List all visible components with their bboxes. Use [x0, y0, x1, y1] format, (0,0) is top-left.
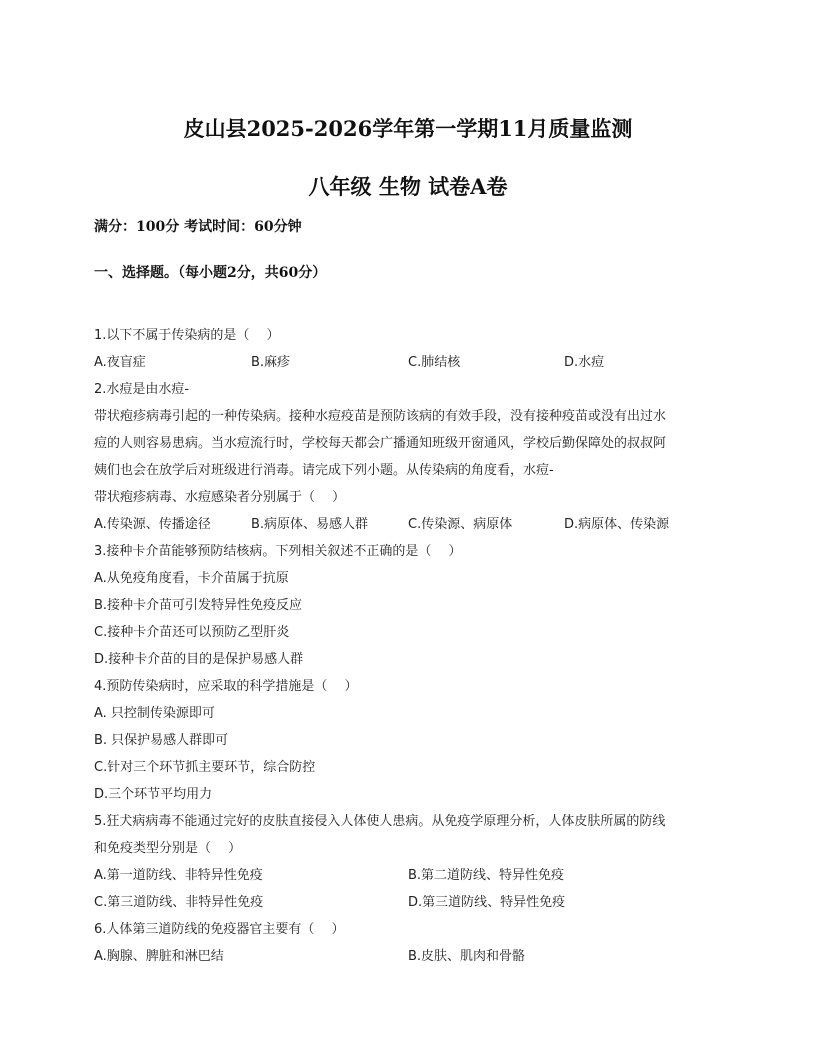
exam-title: 皮山县2025-2026学年第一学期11月质量监测	[183, 116, 633, 141]
question-text: 6.人体第三道防线的免疫器官主要有（ ）	[94, 922, 345, 937]
option-row	[94, 511, 734, 538]
option-d[interactable]: D.三个环节平均用力	[94, 787, 213, 802]
option-c[interactable]: C.传染源、病原体	[408, 517, 513, 532]
option-c[interactable]: C.接种卡介苗还可以预防乙型肝炎	[94, 625, 290, 640]
option-b[interactable]: B. 只保护易感人群即可	[94, 733, 229, 748]
question-text: 带状疱疹病毒、水痘感染者分别属于（ ）	[94, 490, 346, 505]
option-row	[94, 889, 734, 916]
question-text: 带状疱疹病毒引起的一种传染病。接种水痘疫苗是预防该病的有效手段，没有接种疫苗或没有出过水	[94, 409, 667, 424]
option-a[interactable]: A.夜盲症	[94, 355, 146, 370]
option-row	[94, 862, 734, 889]
option-row	[94, 943, 734, 970]
option-c[interactable]: C.肺结核	[408, 355, 461, 370]
option-d[interactable]: D.接种卡介苗的目的是保护易感人群	[94, 652, 304, 667]
option-a[interactable]: A.传染源、传播途径	[94, 517, 211, 532]
option-b[interactable]: B.第二道防线、特异性免疫	[408, 868, 565, 883]
question-4	[94, 673, 734, 808]
question-2	[94, 376, 734, 538]
section-heading: 一、选择题。（每小题2分，共60分）	[94, 265, 327, 281]
question-1	[94, 322, 734, 376]
option-d[interactable]: D.第三道防线、特异性免疫	[408, 895, 566, 910]
option-b[interactable]: B.麻疹	[251, 355, 291, 370]
exam-subtitle: 八年级 生物 试卷A卷	[308, 174, 508, 199]
option-b[interactable]: B.皮肤、肌肉和骨骼	[408, 949, 526, 964]
question-text: 5.狂犬病病毒不能通过完好的皮肤直接侵入人体使人患病。从免疫学原理分析，人体皮肤所属的防线	[94, 814, 666, 829]
option-a[interactable]: A.胸腺、脾脏和淋巴结	[94, 949, 224, 964]
question-6	[94, 916, 734, 970]
option-b[interactable]: B.接种卡介苗可引发特异性免疫反应	[94, 598, 303, 613]
option-row	[94, 349, 734, 376]
question-text: 1.以下不属于传染病的是（ ）	[94, 328, 280, 343]
option-a[interactable]: A.第一道防线、非特异性免疫	[94, 868, 263, 883]
exam-meta: 满分：100分 考试时间：60分钟	[94, 219, 302, 235]
option-d[interactable]: D.病原体、传染源	[564, 517, 670, 532]
question-text: 4.预防传染病时，应采取的科学措施是（ ）	[94, 679, 358, 694]
question-list	[94, 322, 734, 970]
question-text: 3.接种卡介苗能够预防结核病。下列相关叙述不正确的是（ ）	[94, 544, 462, 559]
option-c[interactable]: C.针对三个环节抓主要环节，综合防控	[94, 760, 316, 775]
option-d[interactable]: D.水痘	[564, 355, 605, 370]
question-text: 姨们也会在放学后对班级进行消毒。请完成下列小题。从传染病的角度看，水痘-	[94, 463, 554, 478]
option-a[interactable]: A. 只控制传染源即可	[94, 706, 215, 721]
option-c[interactable]: C.第三道防线、非特异性免疫	[94, 895, 264, 910]
option-b[interactable]: B.病原体、易感人群	[251, 517, 369, 532]
question-5	[94, 808, 734, 916]
question-text: 和免疫类型分别是（ ）	[94, 841, 242, 856]
option-a[interactable]: A.从免疫角度看，卡介苗属于抗原	[94, 571, 289, 586]
question-text: 2.水痘是由水痘-	[94, 382, 190, 397]
question-3	[94, 538, 734, 673]
question-text: 痘的人则容易患病。当水痘流行时，学校每天都会广播通知班级开窗通风，学校后勤保障处的叔叔阿	[94, 436, 667, 451]
